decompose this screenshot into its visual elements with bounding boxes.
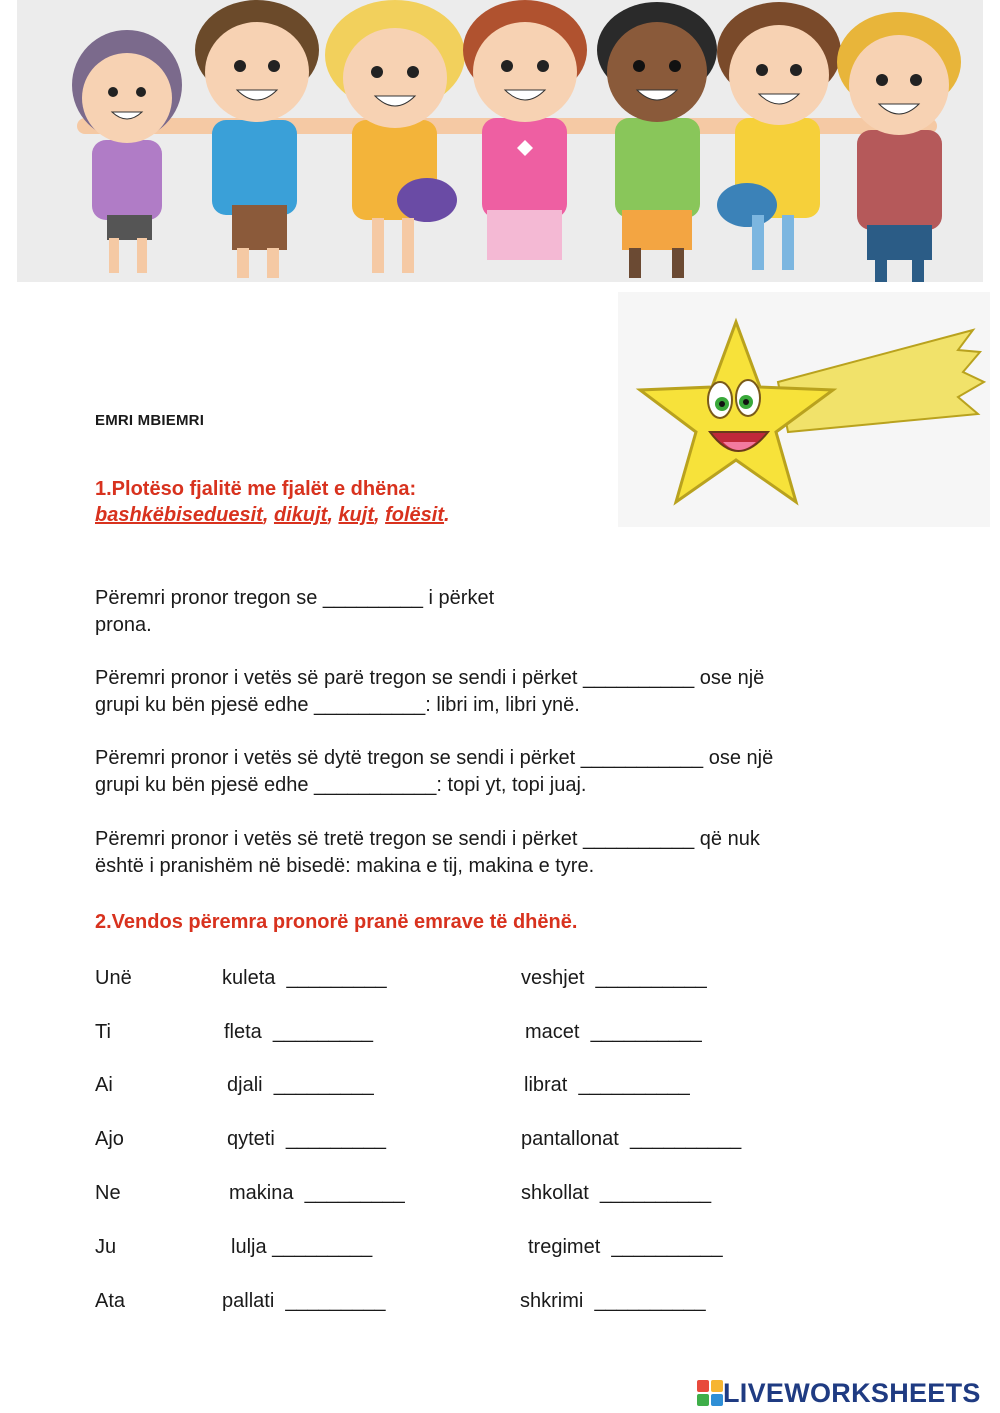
exercise-2-row [0, 1178, 1000, 1208]
noun-blank-2[interactable]: shkollat __________ [521, 1182, 712, 1204]
exercise-1-word-bank: bashkëbiseduesit, dikujt, kujt, folësit. [95, 504, 450, 526]
noun-blank-1[interactable]: pallati _________ [222, 1290, 386, 1312]
noun-blank-1[interactable]: lulja _________ [231, 1236, 373, 1258]
word-bank-item: folësit [385, 504, 445, 526]
pronoun-label: Unë [95, 967, 132, 989]
children-group-image [17, 0, 983, 282]
noun-blank-1[interactable]: makina _________ [229, 1182, 405, 1204]
pronoun-label: Ata [95, 1290, 126, 1312]
noun-blank-1[interactable]: kuleta _________ [222, 967, 387, 989]
pronoun-label: Ju [95, 1236, 117, 1258]
noun-blank-2[interactable]: librat __________ [524, 1074, 690, 1096]
noun-blank-2[interactable]: pantallonat __________ [521, 1128, 742, 1150]
exercise-2-row [0, 1070, 1000, 1100]
noun-blank-1[interactable]: djali _________ [227, 1074, 374, 1096]
liveworksheets-logo-icon [697, 1380, 723, 1406]
pronoun-label: Ai [95, 1074, 113, 1096]
pronoun-label: Ajo [95, 1128, 124, 1150]
exercise-2-row [0, 1124, 1000, 1154]
liveworksheets-watermark [697, 1376, 981, 1410]
word-bank-item: bashkëbiseduesit [95, 504, 263, 526]
exercise-1-sentence-4: Përemri pronor i vetës së tretë tregon se sendi i përket __________ që nuk është i pranishëm në bisedë: makina e tij, makina e tyre. [95, 828, 760, 877]
word-bank-item: dikujt [273, 504, 328, 526]
exercise-2-row [0, 1017, 1000, 1047]
pronoun-label: Ne [95, 1182, 121, 1204]
exercise-1-title [95, 476, 450, 528]
noun-blank-2[interactable]: macet __________ [525, 1021, 702, 1043]
exercise-2-row [0, 1232, 1000, 1262]
noun-blank-2[interactable]: veshjet __________ [521, 967, 707, 989]
noun-blank-2[interactable]: tregimet __________ [528, 1236, 723, 1258]
watermark-text: LIVEWORKSHEETS [723, 1377, 981, 1408]
name-surname-label: EMRI MBIEMRI [95, 412, 205, 429]
word-bank-item: kujt [338, 504, 374, 526]
pronoun-label: Ti [95, 1021, 111, 1043]
exercise-2-title: 2.Vendos përemra pronorë pranë emrave të dhënë. [95, 911, 578, 933]
exercise-2-row [0, 1286, 1000, 1316]
children-banner-illustration [17, 0, 983, 282]
star-icon [618, 292, 990, 527]
exercise-1-sentence-3: Përemri pronor i vetës së dytë tregon se sendi i përket ___________ ose një grupi ku bën pjesë edhe ___________: topi yt, topi juaj. [95, 747, 774, 796]
exercise-2-row [0, 963, 1000, 993]
noun-blank-1[interactable]: fleta _________ [224, 1021, 374, 1043]
exercise-1-instruction: 1.Plotëso fjalitë me fjalët e dhëna: [95, 478, 417, 500]
noun-blank-2[interactable]: shkrimi __________ [520, 1290, 706, 1312]
exercise-1-sentence-1: Përemri pronor tregon se _________ i përket prona. [95, 587, 495, 636]
exercise-1-sentence-2: Përemri pronor i vetës së parë tregon se sendi i përket __________ ose një grupi ku bën pjesë edhe __________: libri im, libri ynë. [95, 667, 765, 716]
shooting-star-illustration [618, 292, 990, 527]
noun-blank-1[interactable]: qyteti _________ [227, 1128, 387, 1150]
